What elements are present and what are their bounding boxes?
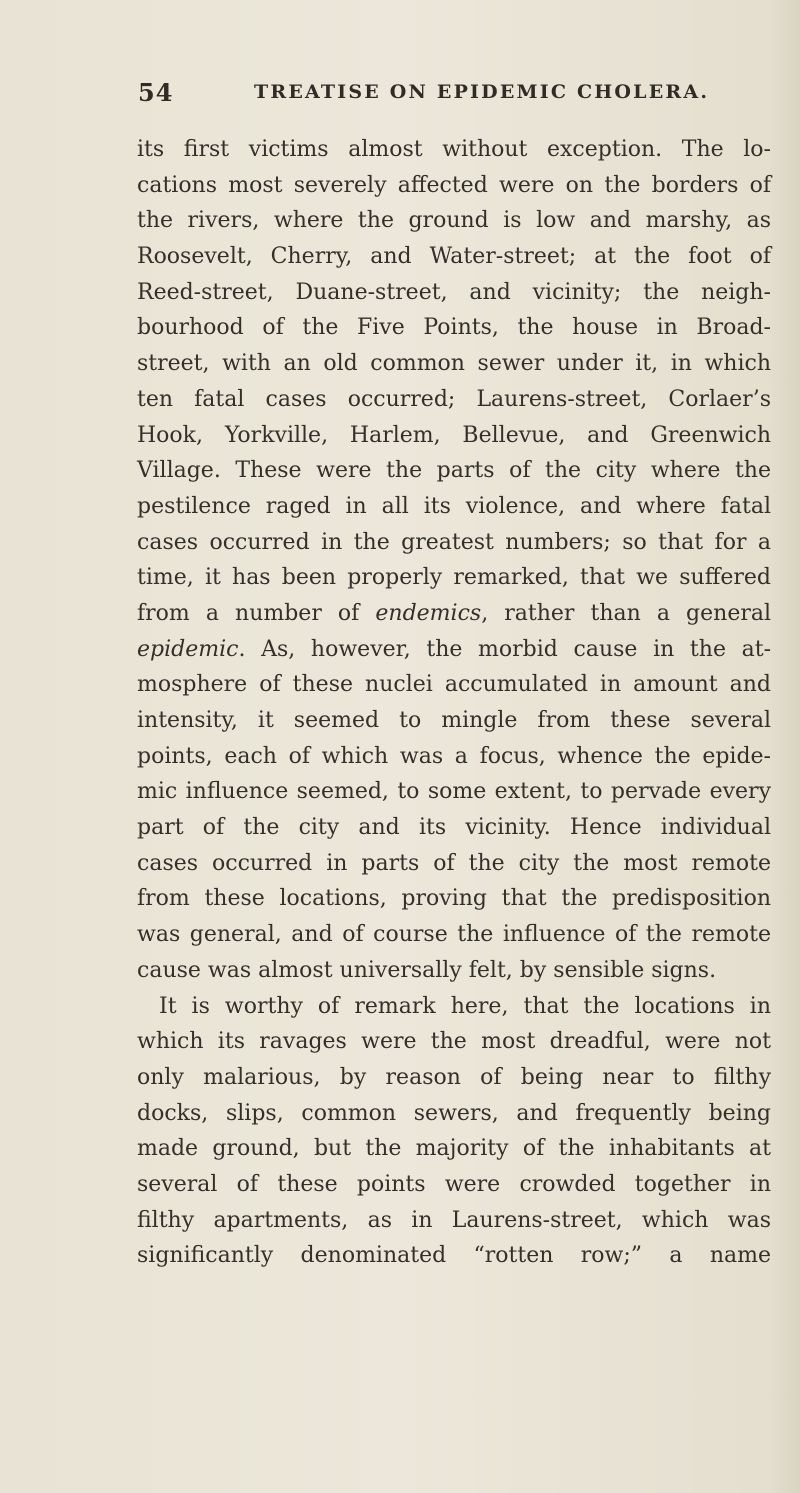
text-line: its first victims almost without exception. The lo- [137,137,771,162]
text-line: which its ravages were the most dreadful, were not [137,1029,771,1055]
text-line: docks, slips, common sewers, and frequently being [137,1100,771,1126]
text-line: cases occurred in parts of the city the most remote [137,850,771,876]
paragraph-end-line: cause was almost universally felt, by sensible signs. [137,957,717,983]
text-line: ten fatal cases occurred; Laurens-street, Corlaer’s [137,386,771,412]
text-line: was general, and of course the influence of the remote [137,922,771,948]
text-line: several of these points were crowded together in [137,1171,771,1197]
text-line: only malarious, by reason of being near to filthy [137,1064,771,1090]
text-line: filthy apartments, as in Laurens-street, which was [137,1207,771,1233]
text-line: bourhood of the Five Points, the house in Broad- [137,315,771,341]
text-line: from a number of endemics, rather than a general [137,600,772,626]
text-line: street, with an old common sewer under it, in which [137,351,771,377]
text-line: the rivers, where the ground is low and marshy, as [137,208,771,234]
text-line: cases occurred in the greatest numbers; so that for a [137,529,771,555]
page-number: 54 [138,78,174,107]
text-line: time, it has been properly remarked, that we suffered [137,565,771,591]
text-line: intensity, it seemed to mingle from these several [137,708,771,733]
text-line: Village. These were the parts of the city where the [137,458,771,484]
text-line: significantly denominated “rotten row;” a name [137,1243,771,1269]
text-line: Hook, Yorkville, Harlem, Bellevue, and Greenwich [137,422,771,448]
page-header [138,78,758,108]
text-line: Reed-street, Duane-street, and vicinity; the neigh- [137,279,771,305]
text-line: from these locations, proving that the predisposition [137,886,771,912]
text-line: part of the city and its vicinity. Hence individual [137,815,771,841]
body-text [137,132,771,1274]
text-line: made ground, but the majority of the inhabitants at [137,1136,771,1162]
text-line: cations most severely affected were on the borders of [137,172,771,198]
text-line: mosphere of these nuclei accumulated in amount and [137,672,771,698]
paragraph-start-line: It is worthy of remark here, that the locations in [159,993,771,1019]
running-title: TREATISE ON EPIDEMIC CHOLERA. [254,81,710,103]
text-line: pestilence raged in all its violence, and where fatal [137,493,771,519]
text-line: points, each of which was a focus, whence the epide- [137,743,771,769]
text-line: mic influence seemed, to some extent, to pervade every [137,779,771,805]
text-line: epidemic. As, however, the morbid cause in the at- [137,636,771,662]
text-line: Roosevelt, Cherry, and Water-street; at the foot of [137,244,771,270]
